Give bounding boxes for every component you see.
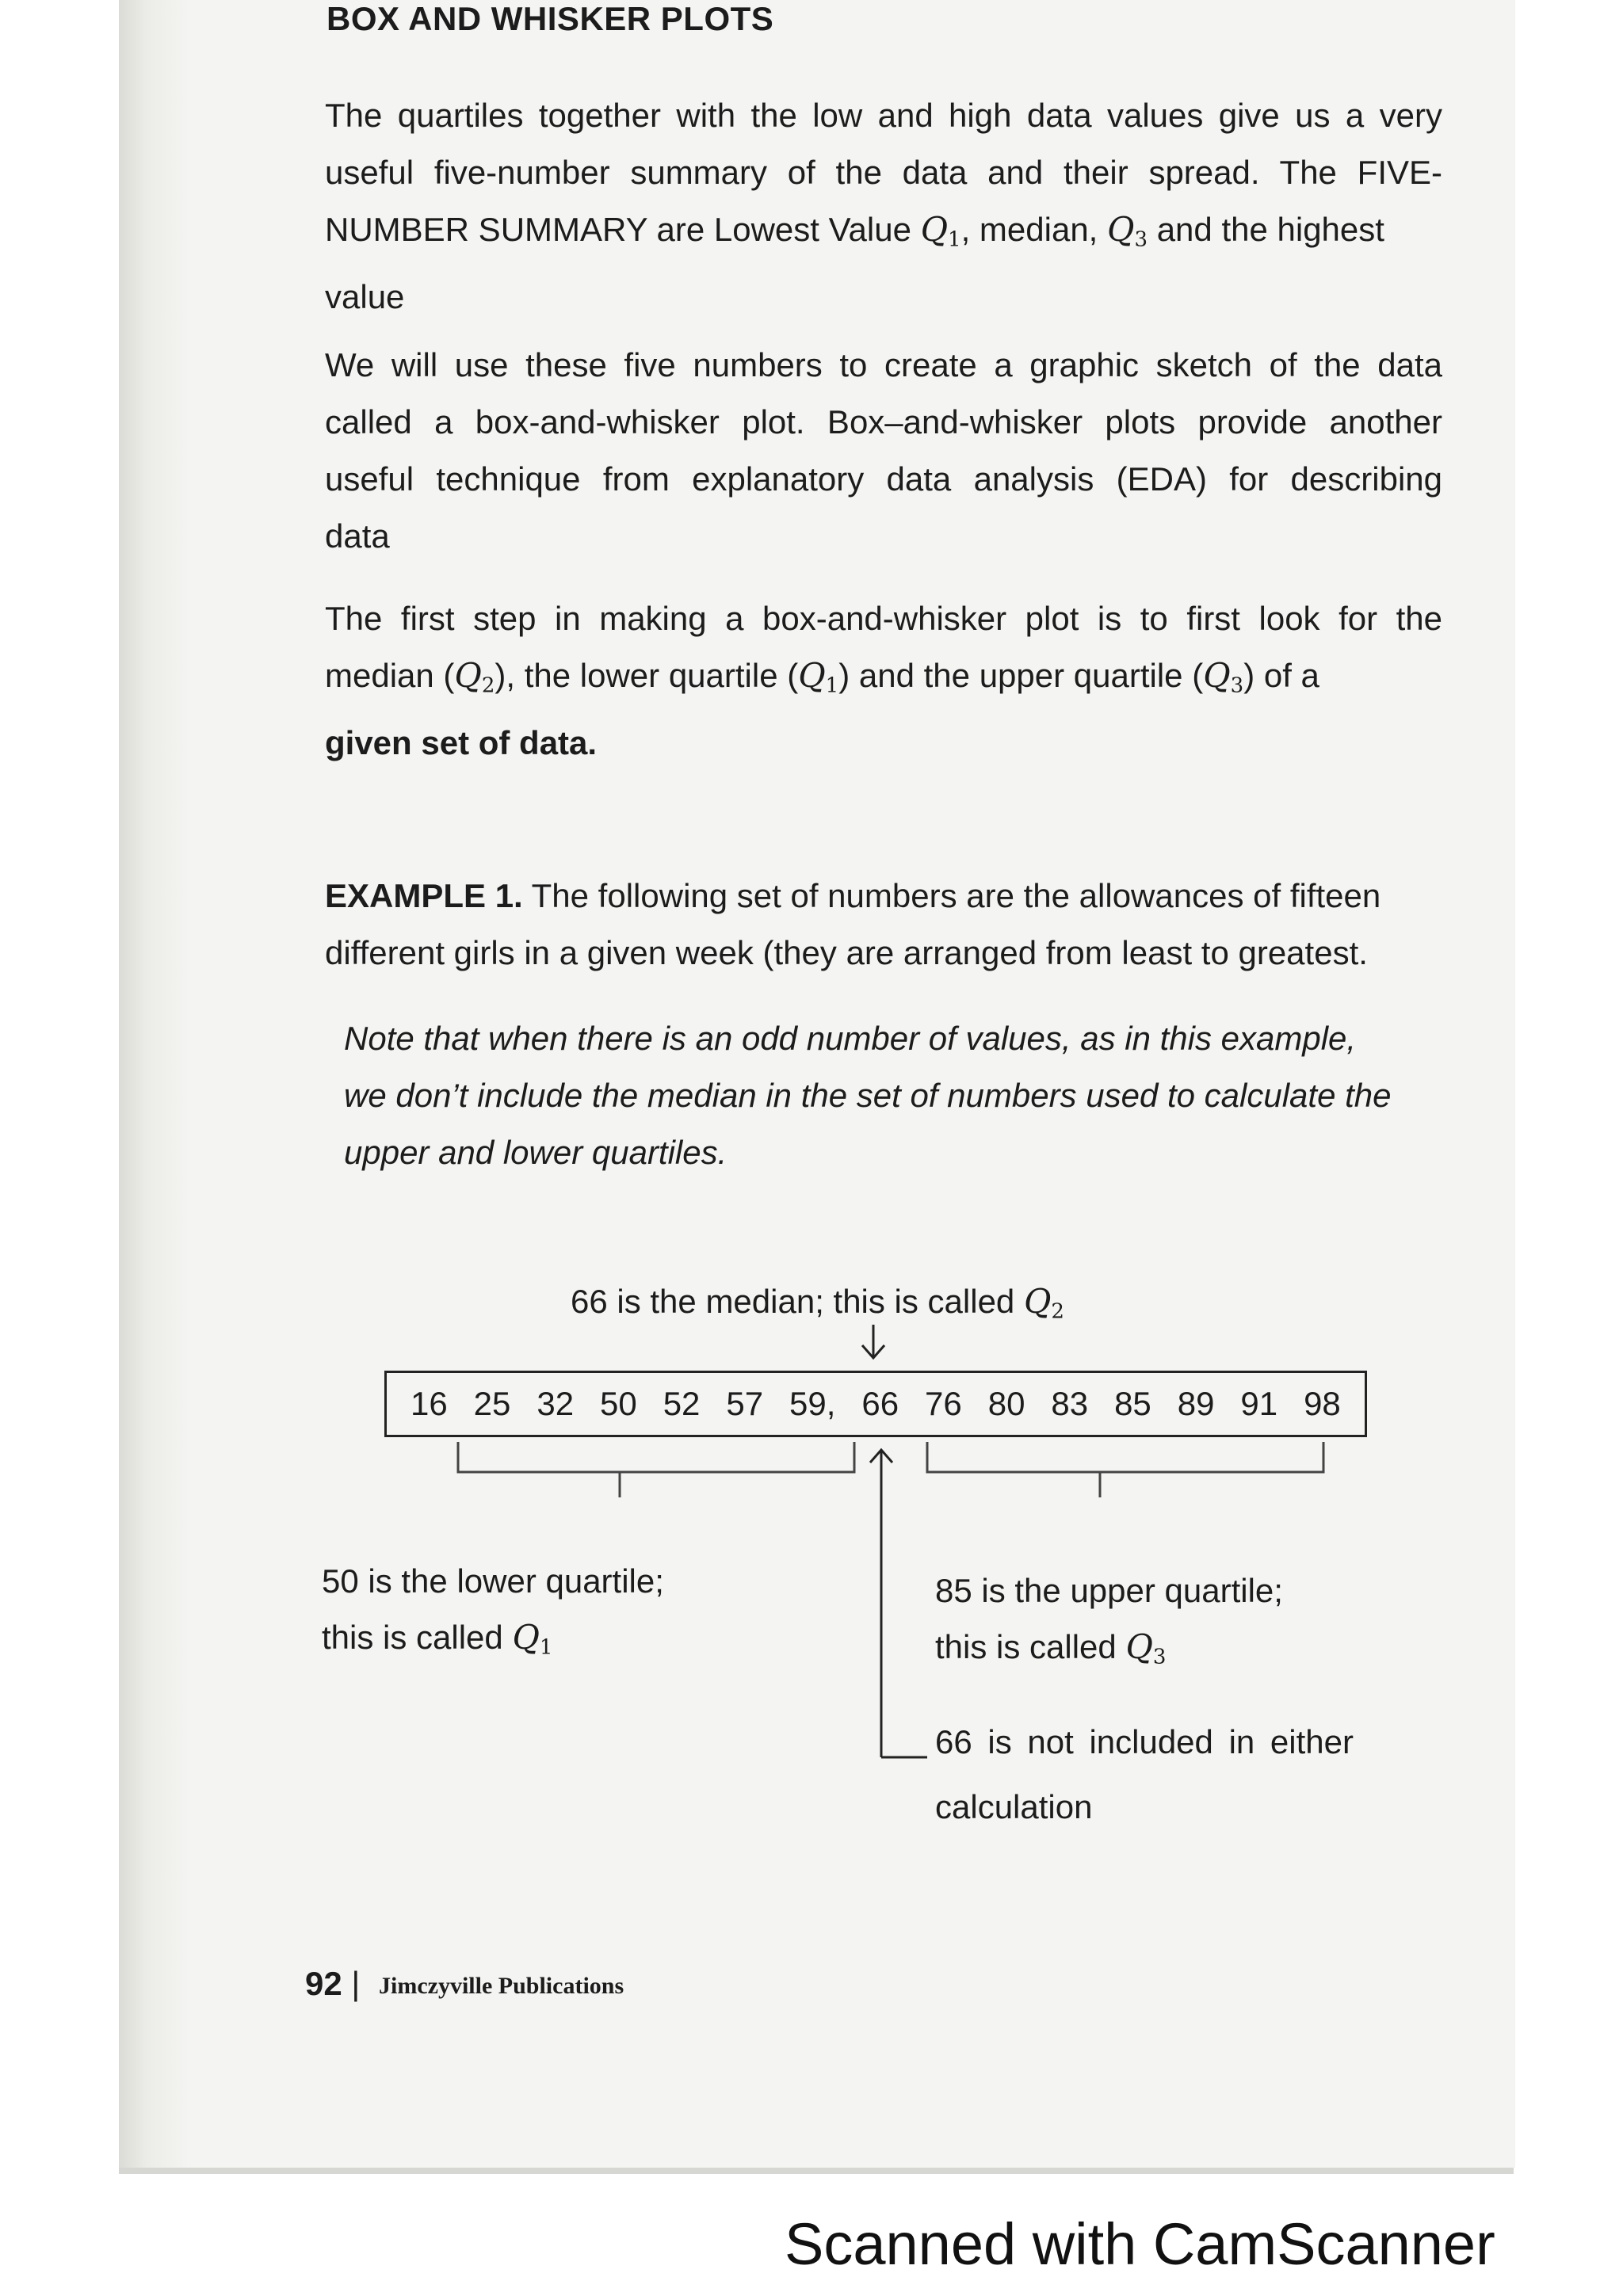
paragraph-five-number-summary: The quartiles together with the low and high data values give us a very useful five-number summary of the data and their spread. The FIVE- NUMBER SUMMARY are Lowest Value $Q_1$, median, $Q_3$ and the highest value — [325, 97, 1442, 315]
five-number-summary-line: NUMBER SUMMARY are Lowest Value $Q_1$, median, $Q_3$ and the highest — [325, 210, 1384, 252]
data-value: 80 — [987, 1385, 1025, 1422]
data-value: 91 — [1240, 1385, 1278, 1422]
median-label: 66 is the median; this is called $Q_2$ — [571, 1282, 1064, 1324]
data-value: 25 — [473, 1385, 511, 1422]
example-1: EXAMPLE 1. The following set of numbers are the allowances of fifteen different girls in a given week (they are arranged from least to greatest. — [325, 877, 1381, 971]
median-excluded-note: 66 is not included in either calculation — [935, 1723, 1354, 1825]
upper-half-bracket — [927, 1442, 1323, 1472]
data-value: 98 — [1304, 1385, 1341, 1422]
lower-quartile-label: 50 is the lower quartile; this is called $Q_1$ — [322, 1562, 664, 1660]
data-value: 59, — [789, 1385, 836, 1422]
data-value: 85 — [1114, 1385, 1151, 1422]
data-value: 50 — [600, 1385, 637, 1422]
example-label: EXAMPLE 1. — [325, 877, 523, 914]
page-number: 92 | — [305, 1965, 361, 2002]
section-title: BOX AND WHISKER PLOTS — [327, 0, 774, 37]
upper-quartile-label: 85 is the upper quartile; this is called $Q_3$ — [935, 1572, 1283, 1669]
data-value: 83 — [1051, 1385, 1089, 1422]
data-value: 16 — [411, 1385, 448, 1422]
data-value: 89 — [1177, 1385, 1215, 1422]
paragraph-box-whisker-intro: We will use these five numbers to create a graphic sketch of the data called a box-and-whisker plot. Box–and-whisker plots provide another useful technique from explanatory data analysis (EDA) for describing data — [325, 346, 1442, 555]
publisher-name: Jimczyville Publications — [379, 1973, 624, 1999]
data-value: 76 — [925, 1385, 962, 1422]
paragraph-first-step: The first step in making a box-and-whisker plot is to first look for the median $(Q_2)$, the lower quartile $(Q_1)$ and the upper quartile $(Q_3)$ of a given set of data. — [325, 600, 1442, 761]
lower-half-bracket — [458, 1442, 854, 1472]
camscanner-watermark: Scanned with CamScanner — [785, 2211, 1495, 2277]
note-odd-values: Note that when there is an odd number of values, as in this example, we don’t include the median in the set of numbers used to calculate the upper and lower quartiles. — [344, 1020, 1392, 1171]
data-value: 52 — [663, 1385, 701, 1422]
data-value: 57 — [726, 1385, 764, 1422]
data-value: 66 — [861, 1385, 899, 1422]
data-value: 32 — [537, 1385, 575, 1422]
quartiles-line: median $(Q_2)$, the lower quartile $(Q_1)$ and the upper quartile $(Q_3)$ of a — [325, 656, 1319, 698]
